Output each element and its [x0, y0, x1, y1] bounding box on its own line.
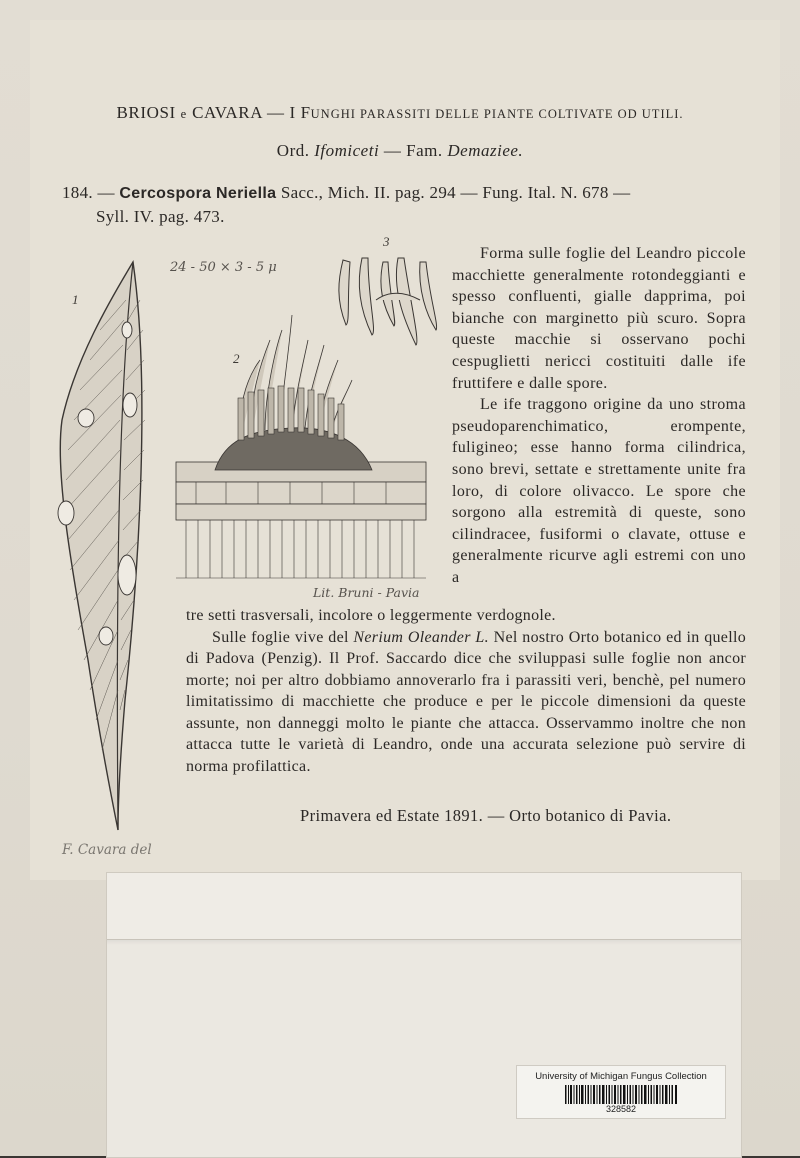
header-conjunction: e: [180, 107, 188, 121]
oleander-leaf-drawing: [58, 262, 145, 830]
header-dash: —: [267, 103, 285, 122]
header-author-1: BRIOSI: [116, 103, 176, 122]
host-details: Nel nostro Orto botanico ed in quello di Padova (Penzig). Il Prof. Saccardo dice che sviluppasi sulle foglie non ancor morte; noi per altro dobbiamo annoverarlo fra i parassiti veri, benchè, pel numero limitatissimo di macchiette che produce e per le piccole dimensioni da queste assunte, non danneggi molto le piante che attacca. Osservammo inoltre che non attacca tutte le varietà di Leandro, onde una accurata selezione può servire di norma profilattica.: [186, 628, 746, 775]
order-dash: —: [383, 141, 402, 160]
host-name: Nerium Oleander L.: [353, 628, 489, 646]
collection-note: Primavera ed Estate 1891. — Orto botanico di Pavia.: [300, 806, 672, 825]
artist-credit: F. Cavara del: [62, 842, 152, 858]
barcode-icon: [565, 1085, 677, 1104]
order-name: Ifomiceti: [314, 141, 380, 160]
family-label: Fam.: [406, 141, 443, 160]
collection-label-title: University of Michigan Fungus Collection: [535, 1071, 707, 1082]
family-name: Demaziee.: [447, 141, 524, 160]
spores-drawing: [339, 258, 437, 345]
envelope-flap: [107, 873, 741, 940]
description-paragraph-2: Le ife traggono origine da uno stroma pseudoparenchimatico, erompente, fuligineo; esse hanno forma cilindrica, sono brevi, settate e strettamente unite fra loro, di colore olivacco. Le spore che sorgono alla estremità di queste, sono cilindracee, fusiformi o clavate, ottuse e generalmente ricurve agli estremi con uno a: [452, 396, 746, 586]
description-continuation: tre setti trasversali, incolore o leggermente verdognole.: [186, 607, 556, 624]
description-paragraph-3: [186, 627, 746, 778]
host-intro: Sulle foglie vive del: [212, 628, 349, 646]
entry-number: 184.: [62, 183, 93, 202]
figure-label-2: 2: [233, 351, 240, 366]
description-paragraph-1: Forma sulle foglie del Leandro piccole macchiette generalmente rotondeggianti e spesso confluenti, gialle dapprima, poi bianche con marginetto più scuro. Sopra queste macchie si osservano pochi cespuglietti nericci costituiti dalle ife fruttifere e dalle spore.: [452, 245, 746, 392]
stroma-section-drawing: [176, 315, 426, 578]
header-author-2: CAVARA: [192, 103, 263, 122]
description-fullwidth: [186, 605, 746, 777]
lithographer-credit: Lit. Bruni - Pavia: [313, 585, 420, 600]
header-title: UNGHI PARASSITI DELLE PIANTE COLTIVATE OD UTILI.: [310, 107, 684, 121]
catalog-number: 328582: [605, 1104, 637, 1114]
header-title-prefix: I F: [289, 103, 311, 122]
entry-dash: —: [97, 183, 115, 202]
order-label: Ord.: [276, 141, 310, 160]
figure-label-1: 1: [72, 292, 79, 307]
collection-label: [516, 1065, 726, 1119]
sylloge-citation: Syll. IV. pag. 473.: [96, 207, 225, 226]
species-citation: Sacc., Mich. II. pag. 294 — Fung. Ital. N. 678 —: [280, 183, 631, 202]
species-name: Cercospora Neriella: [119, 185, 277, 202]
description-column: [452, 243, 746, 589]
spore-measurement: 24 - 50 × 3 - 5 μ: [170, 260, 277, 275]
figure-label-3: 3: [383, 234, 390, 249]
